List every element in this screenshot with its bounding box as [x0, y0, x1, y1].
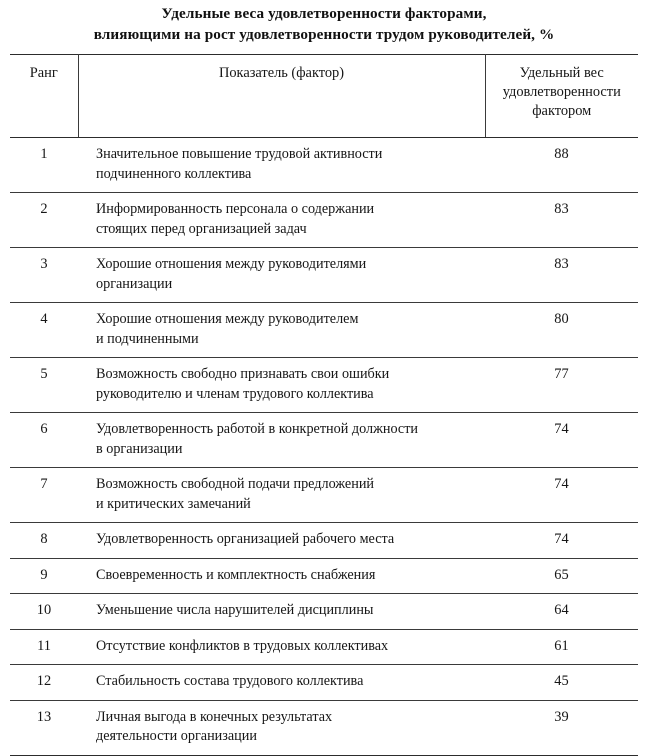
- cell-factor: [78, 594, 485, 630]
- table-body: [10, 138, 638, 756]
- column-header-value: [485, 55, 638, 138]
- cell-factor-line: Личная выгода в конечных результатах: [96, 708, 333, 725]
- cell-value: 61: [485, 629, 638, 665]
- cell-factor-line: Уменьшение числа нарушителей дисциплины: [96, 602, 374, 618]
- cell-factor: [78, 248, 485, 303]
- cell-value: 45: [485, 665, 638, 701]
- table-row: [10, 665, 638, 701]
- cell-factor-line: в организации: [96, 440, 183, 457]
- cell-factor: [78, 358, 485, 413]
- cell-factor-line: Отсутствие конфликтов в трудовых коллективах: [96, 637, 389, 654]
- table-container: [10, 54, 638, 756]
- cell-value: 74: [485, 523, 638, 559]
- cell-value: 80: [485, 303, 638, 358]
- table-header: [10, 55, 638, 138]
- cell-rank: 10: [10, 594, 78, 630]
- cell-value: 83: [485, 193, 638, 248]
- cell-factor: [78, 629, 485, 665]
- cell-factor: [78, 193, 485, 248]
- cell-factor-line: и критических замечаний: [96, 495, 251, 512]
- table-row: [10, 138, 638, 193]
- cell-factor-line: Своевременность и комплектность снабжения: [96, 566, 376, 583]
- title-line-2: влияющими на рост удовлетворенности трудом руководителей, %: [93, 26, 555, 43]
- cell-value: 39: [485, 700, 638, 755]
- cell-value: 77: [485, 358, 638, 413]
- cell-value: 64: [485, 594, 638, 630]
- cell-factor-line: Возможность свободно признавать свои ошибки: [96, 366, 390, 382]
- table-row: [10, 594, 638, 630]
- table-row: [10, 303, 638, 358]
- cell-factor: [78, 413, 485, 468]
- cell-rank: 5: [10, 358, 78, 413]
- cell-factor-line: Удовлетворенность работой в конкретной должности: [96, 421, 419, 437]
- cell-value: 74: [485, 413, 638, 468]
- column-header-value-line-1: Удельный вес: [519, 65, 604, 81]
- cell-rank: 12: [10, 665, 78, 701]
- table-row: [10, 248, 638, 303]
- title-line-1: Удельные веса удовлетворенности факторами,: [161, 5, 487, 22]
- cell-factor: [78, 558, 485, 594]
- cell-value: 88: [485, 138, 638, 193]
- satisfaction-factors-table: [10, 54, 638, 756]
- column-header-value-line-3: фактором: [532, 103, 592, 119]
- cell-factor-line: стоящих перед организацией задач: [96, 220, 307, 237]
- table-row: [10, 193, 638, 248]
- cell-value: 83: [485, 248, 638, 303]
- table-row: [10, 413, 638, 468]
- cell-factor: [78, 468, 485, 523]
- table-row: [10, 558, 638, 594]
- cell-rank: 7: [10, 468, 78, 523]
- cell-factor: [78, 303, 485, 358]
- cell-rank: 4: [10, 303, 78, 358]
- cell-factor-line: подчиненного коллектива: [96, 165, 252, 182]
- cell-factor: [78, 700, 485, 755]
- cell-factor-line: и подчиненными: [96, 330, 199, 347]
- cell-value: 65: [485, 558, 638, 594]
- document-title: [0, 0, 648, 45]
- cell-factor-line: руководителю и членам трудового коллектива: [96, 385, 374, 402]
- cell-factor-line: Стабильность состава трудового коллектива: [96, 673, 364, 689]
- column-header-rank: Ранг: [10, 55, 78, 138]
- cell-factor-line: организации: [96, 275, 173, 292]
- cell-factor: [78, 138, 485, 193]
- cell-rank: 13: [10, 700, 78, 755]
- cell-factor-line: Хорошие отношения между руководителями: [96, 256, 367, 272]
- cell-factor: [78, 523, 485, 559]
- table-header-row: [10, 55, 638, 138]
- table-row: [10, 523, 638, 559]
- cell-rank: 11: [10, 629, 78, 665]
- cell-factor-line: Хорошие отношения между руководителем: [96, 311, 359, 327]
- cell-factor-line: Удовлетворенность организацией рабочего места: [96, 531, 395, 547]
- cell-rank: 9: [10, 558, 78, 594]
- table-row: [10, 629, 638, 665]
- table-row: [10, 358, 638, 413]
- table-row: [10, 700, 638, 755]
- cell-rank: 6: [10, 413, 78, 468]
- cell-rank: 8: [10, 523, 78, 559]
- column-header-value-line-2: удовлетворенности: [502, 84, 621, 100]
- cell-factor: [78, 665, 485, 701]
- column-header-factor: Показатель (фактор): [78, 55, 485, 138]
- cell-value: 74: [485, 468, 638, 523]
- table-row: [10, 468, 638, 523]
- cell-rank: 1: [10, 138, 78, 193]
- cell-factor-line: деятельности организации: [96, 728, 257, 744]
- cell-rank: 2: [10, 193, 78, 248]
- cell-factor-line: Значительное повышение трудовой активности: [96, 146, 383, 162]
- cell-factor-line: Информированность персонала о содержании: [96, 201, 375, 217]
- cell-rank: 3: [10, 248, 78, 303]
- cell-factor-line: Возможность свободной подачи предложений: [96, 476, 374, 492]
